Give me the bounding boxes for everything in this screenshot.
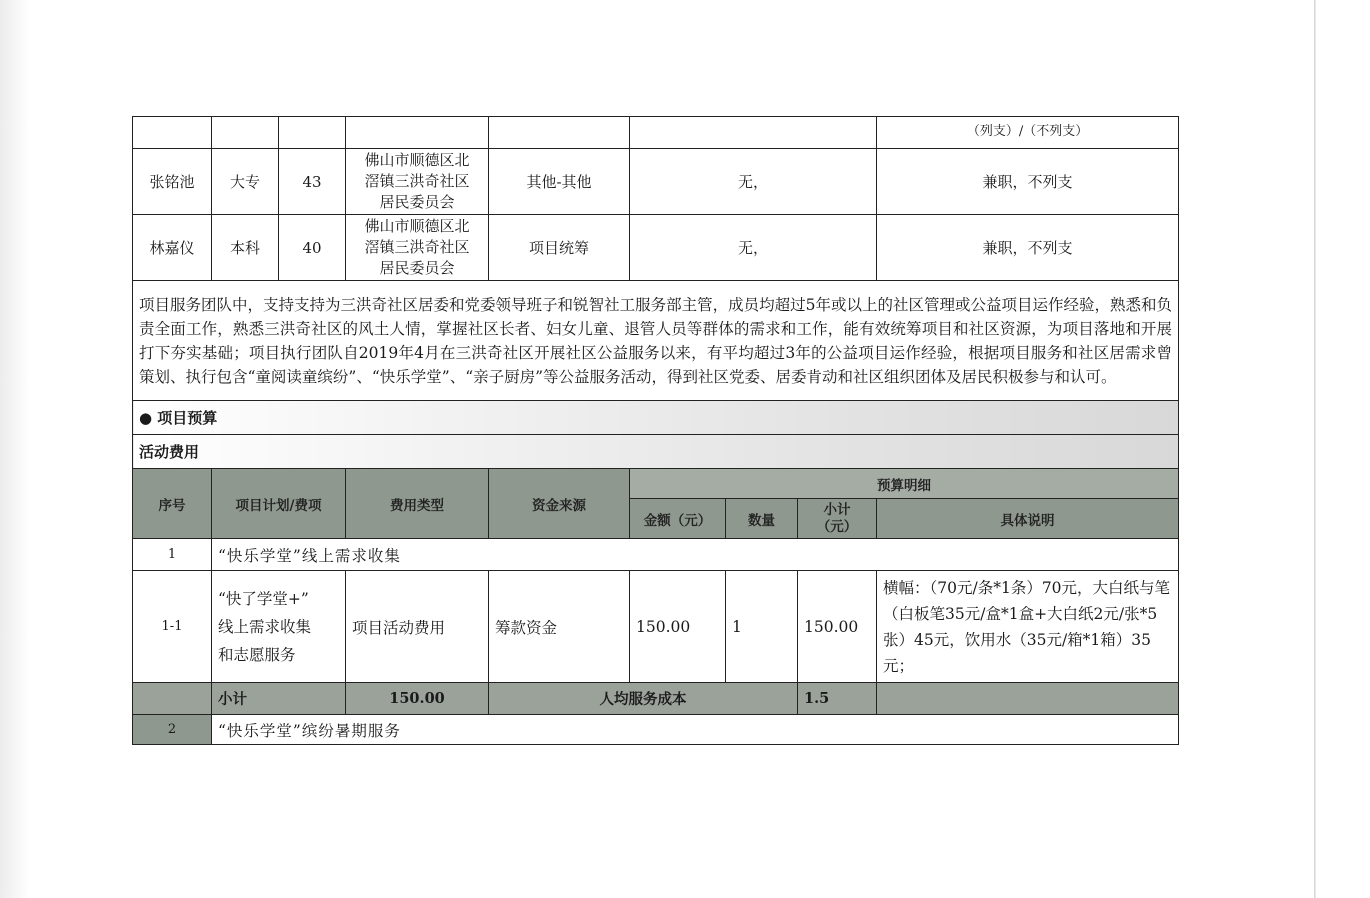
item-type: 项目活动费用 xyxy=(346,571,489,683)
member-remark: 兼职，不列支 xyxy=(877,149,1179,215)
per-capita-label: 人均服务成本 xyxy=(489,683,798,715)
member-other: 无， xyxy=(630,149,877,215)
header-source: 资金来源 xyxy=(489,469,630,539)
member-remark: 兼职，不列支 xyxy=(877,215,1179,281)
header-amount: 金额（元） xyxy=(630,499,726,539)
budget-group-row xyxy=(133,539,1179,571)
item-seq: 1-1 xyxy=(133,571,212,683)
budget-section-row xyxy=(133,401,1179,435)
item-qty: 1 xyxy=(726,571,798,683)
group-seq: 1 xyxy=(133,539,212,571)
budget-header-row xyxy=(133,469,1179,499)
group-seq: 2 xyxy=(133,715,212,745)
scan-edge-left xyxy=(0,0,30,898)
subtotal-row xyxy=(133,683,1179,715)
item-source: 筹款资金 xyxy=(489,571,630,683)
header-plan: 项目计划/费项 xyxy=(212,469,346,539)
activity-cost-row xyxy=(133,435,1179,469)
item-plan: “快了学堂+” 线上需求收集 和志愿服务 xyxy=(212,571,346,683)
group-title: “快乐学堂”缤纷暑期服务 xyxy=(212,715,1179,745)
member-education: 大专 xyxy=(212,149,279,215)
budget-section-title: ● 项目预算 xyxy=(133,401,1179,435)
member-age: 43 xyxy=(279,149,346,215)
team-description-row xyxy=(133,281,1179,401)
header-qty: 数量 xyxy=(726,499,798,539)
subtotal-label: 小计 xyxy=(212,683,346,715)
remark-header: （列支）/（不列支） xyxy=(877,117,1179,149)
member-row xyxy=(133,215,1179,281)
member-table-header-row xyxy=(133,117,1179,149)
member-name: 林嘉仪 xyxy=(133,215,212,281)
member-role: 其他-其他 xyxy=(489,149,630,215)
team-description: 项目服务团队中，支持支持为三洪奇社区居委和党委领导班子和锐智社工服务部主管，成员均超过5年或以上的社区管理或公益项目运作经验，熟悉和负责全面工作，熟悉三洪奇社区的风土人情，掌握社区长者、妇女儿童、退管人员等群体的需求和工作，能有效统筹项目和社区资源，为项目落地和开展打下夯实基础；项目执行团队自2019年4月在三洪奇社区开展社区公益服务以来，有平均超过3年的公益项目运作经验，根据项目服务和社区居需求曾策划、执行包含“童阅读童缤纷”、“快乐学堂”、“亲子厨房”等公益服务活动，得到社区党委、居委肯动和社区组织团体及居民积极参与和认可。 xyxy=(133,281,1179,401)
header-type: 费用类型 xyxy=(346,469,489,539)
member-role: 项目统筹 xyxy=(489,215,630,281)
per-capita-value: 1.5 xyxy=(798,683,877,715)
member-age: 40 xyxy=(279,215,346,281)
member-name: 张铭池 xyxy=(133,149,212,215)
member-org: 佛山市顺德区北 滘镇三洪奇社区 居民委员会 xyxy=(346,215,489,281)
budget-item-row xyxy=(133,571,1179,683)
member-education: 本科 xyxy=(212,215,279,281)
header-seq: 序号 xyxy=(133,469,212,539)
subtotal-value: 150.00 xyxy=(346,683,489,715)
scan-edge-right xyxy=(1314,0,1316,898)
group-title: “快乐学堂”线上需求收集 xyxy=(212,539,1179,571)
member-row xyxy=(133,149,1179,215)
member-other: 无， xyxy=(630,215,877,281)
member-org: 佛山市顺德区北 滘镇三洪奇社区 居民委员会 xyxy=(346,149,489,215)
header-subtotal: 小计 （元） xyxy=(798,499,877,539)
item-subtotal: 150.00 xyxy=(798,571,877,683)
budget-group-row xyxy=(133,715,1179,745)
header-desc: 具体说明 xyxy=(877,499,1179,539)
item-amount: 150.00 xyxy=(630,571,726,683)
item-desc: 横幅：（70元/条*1条）70元，大白纸与笔（白板笔35元/盒*1盒+大白纸2元/张*5张）45元，饮用水（35元/箱*1箱）35元； xyxy=(877,571,1179,683)
header-detail-group: 预算明细 xyxy=(630,469,1179,499)
activity-cost-title: 活动费用 xyxy=(133,435,1179,469)
document-table xyxy=(132,116,1179,745)
